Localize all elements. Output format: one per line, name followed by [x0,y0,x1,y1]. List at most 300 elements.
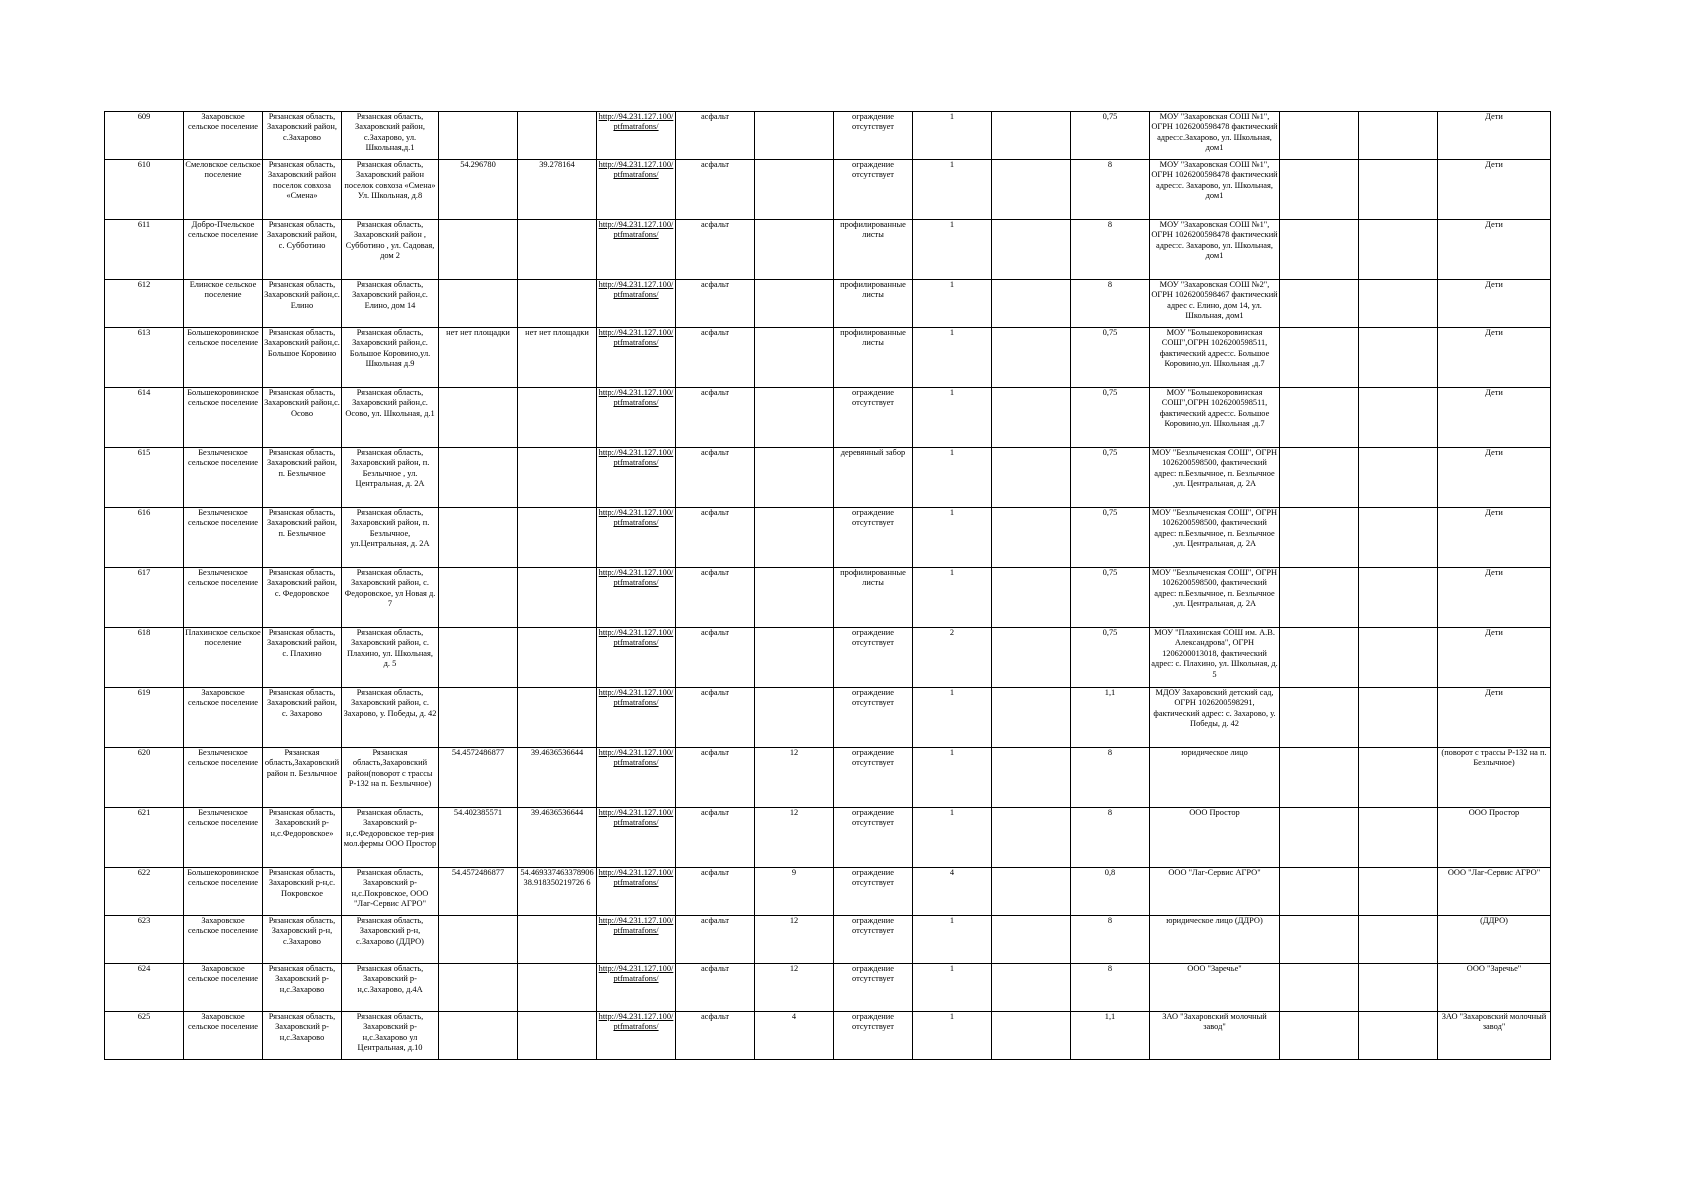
map-link-cell[interactable]: http://94.231.127.100/ptfmatrafons/ [597,868,676,916]
containers-count-cell: 1 [913,964,992,1012]
map-link-cell[interactable]: http://94.231.127.100/ptfmatrafons/ [597,508,676,568]
longitude-cell: нет нет площадки [518,328,597,388]
location-cell: Рязанская область, Захаровский район, п. Безлычное, ул.Центральная, д. 2А [342,508,439,568]
fence-cell: ограждение отсутствует [834,628,913,688]
latitude-cell [439,568,518,628]
surface-cell: асфальт [676,160,755,220]
owner-cell: ООО Простор [1150,808,1280,868]
owner-cell: МОУ "Захаровская СОШ №1", ОГРН 1026200598478 фактический адрес:с. Захарово, ул. Школьная, дом1 [1150,160,1280,220]
location-cell: Рязанская область, Захаровский район, с. Федоровское, ул Новая д. 7 [342,568,439,628]
fence-cell: ограждение отсутствует [834,112,913,160]
settlement-cell: Безлыченское сельское поселение [184,448,263,508]
table-row [105,868,1551,916]
longitude-cell [518,448,597,508]
waste-source-cell: Дети [1438,160,1551,220]
row-number-cell: 618 [105,628,184,688]
empty-cell [1280,388,1359,448]
row-number-cell: 616 [105,508,184,568]
longitude-cell [518,1012,597,1060]
containers-count-cell: 1 [913,388,992,448]
location-cell: Рязанская область, Захаровский район,с. Осово, ул. Школьная, д.1 [342,388,439,448]
container-volume-cell: 8 [1071,964,1150,1012]
map-link-cell[interactable]: http://94.231.127.100/ptfmatrafons/ [597,112,676,160]
empty-cell [1280,220,1359,280]
latitude-cell [439,688,518,748]
container-volume-cell: 0,75 [1071,388,1150,448]
map-link-cell[interactable]: http://94.231.127.100/ptfmatrafons/ [597,568,676,628]
address-cell: Рязанская область, Захаровский р-н, с.Захарово [263,916,342,964]
container-volume-cell: 1,1 [1071,1012,1150,1060]
latitude-cell [439,448,518,508]
empty-cell [992,112,1071,160]
longitude-cell [518,388,597,448]
table-row [105,280,1551,328]
table-row [105,916,1551,964]
latitude-cell [439,112,518,160]
fence-cell: профилированные листы [834,328,913,388]
surface-cell: асфальт [676,808,755,868]
empty-cell [1359,628,1438,688]
owner-cell: МОУ "Безлыченская СОШ", ОГРН 1026200598500, фактический адрес: п.Безлычное, п. Безлычное ,ул. Центральная, д. 2А [1150,508,1280,568]
address-cell: Рязанская область, Захаровский район, с. Федоровское [263,568,342,628]
container-volume-cell: 0,75 [1071,568,1150,628]
empty-cell [1280,112,1359,160]
row-number-cell: 609 [105,112,184,160]
surface-cell: асфальт [676,748,755,808]
longitude-cell: 39.4636536644 [518,808,597,868]
location-cell: Рязанская область, Захаровский район поселок совхоза «Смена» Ул. Школьная, д.8 [342,160,439,220]
container-volume-cell: 0,75 [1071,628,1150,688]
latitude-cell [439,1012,518,1060]
owner-cell: МОУ "Захаровская СОШ №1", ОГРН 1026200598478 фактический адрес:с. Захарово, ул. Школьная, дом1 [1150,220,1280,280]
waste-source-cell: Дети [1438,328,1551,388]
area-cell [755,508,834,568]
empty-cell [992,1012,1071,1060]
container-volume-cell: 0,8 [1071,868,1150,916]
empty-cell [992,568,1071,628]
empty-cell [1280,748,1359,808]
empty-cell [1280,568,1359,628]
area-cell [755,688,834,748]
map-link-cell[interactable]: http://94.231.127.100/ptfmatrafons/ [597,628,676,688]
table-row [105,160,1551,220]
table-row [105,808,1551,868]
latitude-cell: 54.4572486877 [439,868,518,916]
surface-cell: асфальт [676,328,755,388]
settlement-cell: Захаровское сельское поселение [184,688,263,748]
area-cell: 12 [755,916,834,964]
empty-cell [1359,868,1438,916]
containers-count-cell: 4 [913,868,992,916]
address-cell: Рязанская область, Захаровский район,с. Большое Коровино [263,328,342,388]
empty-cell [992,808,1071,868]
table-row [105,1012,1551,1060]
map-link-cell[interactable]: http://94.231.127.100/ptfmatrafons/ [597,916,676,964]
table-row [105,688,1551,748]
table-row [105,508,1551,568]
fence-cell: ограждение отсутствует [834,868,913,916]
settlement-cell: Захаровское сельское поселение [184,1012,263,1060]
address-cell: Рязанская область, Захаровский район, п. Безлычное [263,508,342,568]
map-link-cell[interactable]: http://94.231.127.100/ptfmatrafons/ [597,748,676,808]
area-cell: 12 [755,808,834,868]
containers-count-cell: 2 [913,628,992,688]
latitude-cell [439,280,518,328]
owner-cell: МОУ "Большекоровинская СОШ",ОГРН 1026200598511, фактический адрес:с. Большое Коровино,ул. Школьная ,д.7 [1150,328,1280,388]
row-number-cell: 623 [105,916,184,964]
owner-cell: МОУ "Захаровская СОШ №1", ОГРН 1026200598478 фактический адрес:с.Захарово, ул. Школьная, дом1 [1150,112,1280,160]
longitude-cell: 39.4636536644 [518,748,597,808]
surface-cell: асфальт [676,1012,755,1060]
fence-cell: профилированные листы [834,220,913,280]
waste-source-cell: ООО "Заречье" [1438,964,1551,1012]
containers-count-cell: 1 [913,448,992,508]
empty-cell [1280,808,1359,868]
empty-cell [992,868,1071,916]
fence-cell: ограждение отсутствует [834,508,913,568]
table-row [105,748,1551,808]
area-cell [755,568,834,628]
waste-source-cell: Дети [1438,388,1551,448]
longitude-cell [518,508,597,568]
fence-cell: ограждение отсутствует [834,160,913,220]
empty-cell [1359,916,1438,964]
map-link-cell[interactable]: http://94.231.127.100/ptfmatrafons/ [597,964,676,1012]
row-number-cell: 625 [105,1012,184,1060]
latitude-cell [439,964,518,1012]
registry-table-body [105,112,1551,1060]
container-volume-cell: 0,75 [1071,328,1150,388]
settlement-cell: Смеловское сельское поселение [184,160,263,220]
area-cell [755,628,834,688]
container-volume-cell: 0,75 [1071,448,1150,508]
owner-cell: МДОУ Захаровский детский сад, ОГРН 1026200598291, фактический адрес: с. Захарово, у. Победы, д. 42 [1150,688,1280,748]
waste-source-cell: Дети [1438,220,1551,280]
empty-cell [1280,448,1359,508]
empty-cell [1280,328,1359,388]
longitude-cell: 39.278164 [518,160,597,220]
owner-cell: МОУ "Большекоровинская СОШ",ОГРН 1026200598511, фактический адрес:с. Большое Коровино,ул. Школьная ,д.7 [1150,388,1280,448]
settlement-cell: Захаровское сельское поселение [184,916,263,964]
empty-cell [1280,280,1359,328]
fence-cell: ограждение отсутствует [834,748,913,808]
longitude-cell [518,568,597,628]
longitude-cell [518,112,597,160]
row-number-cell: 614 [105,388,184,448]
container-volume-cell: 1,1 [1071,688,1150,748]
fence-cell: ограждение отсутствует [834,688,913,748]
location-cell: Рязанская область, Захаровский район, с. Плахино, ул. Школьная, д. 5 [342,628,439,688]
settlement-cell: Большекоровинское сельское поселение [184,328,263,388]
empty-cell [992,508,1071,568]
waste-source-cell: Дети [1438,508,1551,568]
surface-cell: асфальт [676,916,755,964]
address-cell: Рязанская область, Захаровский район,с. Осово [263,388,342,448]
location-cell: Рязанская область,Захаровский район(поворот с трассы Р-132 на п. Безлычное) [342,748,439,808]
table-row [105,328,1551,388]
area-cell: 12 [755,964,834,1012]
address-cell: Рязанская область, Захаровский район, п. Безлычное [263,448,342,508]
waste-source-cell: (ДДРО) [1438,916,1551,964]
table-row [105,112,1551,160]
surface-cell: асфальт [676,688,755,748]
waste-source-cell: Дети [1438,568,1551,628]
table-row [105,388,1551,448]
area-cell [755,280,834,328]
latitude-cell [439,916,518,964]
location-cell: Рязанская область, Захаровский р-н,с.Федоровское тер-рия мол.фермы ООО Простор [342,808,439,868]
empty-cell [1280,628,1359,688]
longitude-cell: 54.469337463378906 38.918350219726 6 [518,868,597,916]
row-number-cell: 621 [105,808,184,868]
container-volume-cell: 8 [1071,748,1150,808]
empty-cell [1359,388,1438,448]
map-link-cell[interactable]: http://94.231.127.100/ptfmatrafons/ [597,328,676,388]
empty-cell [1359,508,1438,568]
address-cell: Рязанская область, Захаровский район, с. Субботино [263,220,342,280]
owner-cell: ЗАО "Захаровский молочный завод" [1150,1012,1280,1060]
surface-cell: асфальт [676,628,755,688]
waste-source-cell: Дети [1438,112,1551,160]
fence-cell: ограждение отсутствует [834,916,913,964]
location-cell: Рязанская область, Захаровский р-н,с.Захарово, д.4А [342,964,439,1012]
fence-cell: ограждение отсутствует [834,1012,913,1060]
fence-cell: профилированные листы [834,568,913,628]
settlement-cell: Большекоровинское сельское поселение [184,388,263,448]
containers-count-cell: 1 [913,916,992,964]
settlement-cell: Плахинское сельское поселение [184,628,263,688]
empty-cell [1359,808,1438,868]
address-cell: Рязанская область, Захаровский район, с. Захарово [263,688,342,748]
container-volume-cell: 8 [1071,160,1150,220]
containers-count-cell: 1 [913,328,992,388]
longitude-cell [518,628,597,688]
latitude-cell [439,388,518,448]
empty-cell [1359,280,1438,328]
latitude-cell: 54.296780 [439,160,518,220]
address-cell: Рязанская область, Захаровский район, с. Плахино [263,628,342,688]
settlement-cell: Безлыченское сельское поселение [184,508,263,568]
area-cell: 4 [755,1012,834,1060]
empty-cell [992,220,1071,280]
row-number-cell: 613 [105,328,184,388]
map-link-cell[interactable]: http://94.231.127.100/ptfmatrafons/ [597,808,676,868]
address-cell: Рязанская область, Захаровский р-н,с. Покровское [263,868,342,916]
empty-cell [1359,220,1438,280]
address-cell: Рязанская область,Захаровский район п. Безлычное [263,748,342,808]
empty-cell [992,916,1071,964]
address-cell: Рязанская область, Захаровский р-н,с.Захарово [263,1012,342,1060]
address-cell: Рязанская область, Захаровский р-н,с.Захарово [263,964,342,1012]
waste-source-cell: Дети [1438,688,1551,748]
row-number-cell: 622 [105,868,184,916]
longitude-cell [518,280,597,328]
row-number-cell: 612 [105,280,184,328]
empty-cell [1280,160,1359,220]
waste-source-cell: Дети [1438,448,1551,508]
owner-cell: юридическое лицо [1150,748,1280,808]
location-cell: Рязанская область, Захаровский район,с. Елино, дом 14 [342,280,439,328]
containers-count-cell: 1 [913,688,992,748]
settlement-cell: Безлыченское сельское поселение [184,808,263,868]
waste-source-cell: ООО "Лаг-Сервис АГРО" [1438,868,1551,916]
waste-source-cell: (поворот с трассы Р-132 на п. Безлычное) [1438,748,1551,808]
address-cell: Рязанская область, Захаровский р-н,с.Федоровское» [263,808,342,868]
waste-source-cell: Дети [1438,280,1551,328]
owner-cell: МОУ "Захаровская СОШ №2", ОГРН 1026200598467 фактический адрес с. Елино, дом 14, ул. Школьная, дом1 [1150,280,1280,328]
address-cell: Рязанская область, Захаровский район поселок совхоза «Смена» [263,160,342,220]
map-link-cell[interactable]: http://94.231.127.100/ptfmatrafons/ [597,280,676,328]
empty-cell [992,964,1071,1012]
latitude-cell [439,508,518,568]
containers-count-cell: 1 [913,280,992,328]
surface-cell: асфальт [676,448,755,508]
settlement-cell: Захаровское сельское поселение [184,964,263,1012]
surface-cell: асфальт [676,388,755,448]
area-cell: 9 [755,868,834,916]
containers-count-cell: 1 [913,220,992,280]
latitude-cell: нет нет площадки [439,328,518,388]
location-cell: Рязанская область, Захаровский район, с.Захарово, ул. Школьная,д.1 [342,112,439,160]
surface-cell: асфальт [676,112,755,160]
empty-cell [992,628,1071,688]
containers-count-cell: 1 [913,1012,992,1060]
empty-cell [1359,160,1438,220]
empty-cell [992,688,1071,748]
empty-cell [1280,508,1359,568]
fence-cell: ограждение отсутствует [834,808,913,868]
container-volume-cell: 8 [1071,280,1150,328]
empty-cell [1280,916,1359,964]
longitude-cell [518,916,597,964]
surface-cell: асфальт [676,508,755,568]
row-number-cell: 611 [105,220,184,280]
container-volume-cell: 8 [1071,808,1150,868]
empty-cell [992,328,1071,388]
map-link-cell[interactable]: http://94.231.127.100/ptfmatrafons/ [597,220,676,280]
table-row [105,220,1551,280]
location-cell: Рязанская область, Захаровский р-н,с.Захарово ул Центральная, д.10 [342,1012,439,1060]
empty-cell [1359,1012,1438,1060]
empty-cell [992,748,1071,808]
location-cell: Рязанская область, Захаровский район, с. Захарово, у. Победы, д. 42 [342,688,439,748]
empty-cell [992,280,1071,328]
container-volume-cell: 0,75 [1071,508,1150,568]
latitude-cell: 54.4572486877 [439,748,518,808]
empty-cell [1280,688,1359,748]
table-row [105,964,1551,1012]
settlement-cell: Елинское сельское поселение [184,280,263,328]
table-row [105,568,1551,628]
settlement-cell: Безлыченское сельское поселение [184,568,263,628]
longitude-cell [518,688,597,748]
row-number-cell: 620 [105,748,184,808]
waste-source-cell: ЗАО "Захаровский молочный завод" [1438,1012,1551,1060]
area-cell [755,112,834,160]
containers-count-cell: 1 [913,508,992,568]
location-cell: Рязанская область, Захаровский район , Субботино , ул. Садовая, дом 2 [342,220,439,280]
containers-count-cell: 1 [913,808,992,868]
empty-cell [992,388,1071,448]
area-cell [755,448,834,508]
fence-cell: деревянный забор [834,448,913,508]
containers-count-cell: 1 [913,568,992,628]
registry-table [104,111,1551,1060]
location-cell: Рязанская область, Захаровский район, п. Безлычное , ул. Центральная, д. 2А [342,448,439,508]
fence-cell: профилированные листы [834,280,913,328]
area-cell [755,160,834,220]
longitude-cell [518,964,597,1012]
empty-cell [1280,1012,1359,1060]
containers-count-cell: 1 [913,112,992,160]
owner-cell: ООО "Заречье" [1150,964,1280,1012]
table-row [105,628,1551,688]
surface-cell: асфальт [676,964,755,1012]
latitude-cell: 54.402385571 [439,808,518,868]
map-link-cell[interactable]: http://94.231.127.100/ptfmatrafons/ [597,688,676,748]
owner-cell: МОУ "Плахинская СОШ им. А.В. Александрова", ОГРН 1206200013018, фактический адрес: с. Плахино, ул. Школьная, д. 5 [1150,628,1280,688]
area-cell [755,220,834,280]
row-number-cell: 617 [105,568,184,628]
settlement-cell: Большекоровинское сельское поселение [184,868,263,916]
location-cell: Рязанская область, Захаровский р-н,с.Покровское, ООО "Лаг-Сервис АГРО" [342,868,439,916]
longitude-cell [518,220,597,280]
latitude-cell [439,220,518,280]
settlement-cell: Добро-Пчельское сельское поселение [184,220,263,280]
map-link-cell[interactable]: http://94.231.127.100/ptfmatrafons/ [597,448,676,508]
fence-cell: ограждение отсутствует [834,388,913,448]
waste-source-cell: Дети [1438,628,1551,688]
empty-cell [1359,748,1438,808]
surface-cell: асфальт [676,220,755,280]
surface-cell: асфальт [676,280,755,328]
row-number-cell: 610 [105,160,184,220]
container-volume-cell: 0,75 [1071,112,1150,160]
container-volume-cell: 8 [1071,220,1150,280]
table-row [105,448,1551,508]
container-volume-cell: 8 [1071,916,1150,964]
settlement-cell: Безлыченское сельское поселение [184,748,263,808]
owner-cell: юридическое лицо (ДДРО) [1150,916,1280,964]
latitude-cell [439,628,518,688]
fence-cell: ограждение отсутствует [834,964,913,1012]
location-cell: Рязанская область, Захаровский район,с. Большое Коровино,ул. Школьная д.9 [342,328,439,388]
surface-cell: асфальт [676,568,755,628]
area-cell [755,388,834,448]
empty-cell [1359,448,1438,508]
map-link-cell[interactable]: http://94.231.127.100/ptfmatrafons/ [597,388,676,448]
empty-cell [1359,328,1438,388]
containers-count-cell: 1 [913,160,992,220]
area-cell: 12 [755,748,834,808]
area-cell [755,328,834,388]
map-link-cell[interactable]: http://94.231.127.100/ptfmatrafons/ [597,1012,676,1060]
empty-cell [1280,868,1359,916]
address-cell: Рязанская область, Захаровский район,с. Елино [263,280,342,328]
empty-cell [1359,964,1438,1012]
settlement-cell: Захаровское сельское поселение [184,112,263,160]
row-number-cell: 615 [105,448,184,508]
map-link-cell[interactable]: http://94.231.127.100/ptfmatrafons/ [597,160,676,220]
owner-cell: МОУ "Безлыченская СОШ", ОГРН 1026200598500, фактический адрес: п.Безлычное, п. Безлычное ,ул. Центральная, д. 2А [1150,448,1280,508]
address-cell: Рязанская область, Захаровский район, с.Захарово [263,112,342,160]
location-cell: Рязанская область, Захаровский р-н, с.Захарово (ДДРО) [342,916,439,964]
containers-count-cell: 1 [913,748,992,808]
empty-cell [1280,964,1359,1012]
owner-cell: ООО "Лаг-Сервис АГРО" [1150,868,1280,916]
empty-cell [992,448,1071,508]
owner-cell: МОУ "Безлыченская СОШ", ОГРН 1026200598500, фактический адрес: п.Безлычное, п. Безлычное ,ул. Центральная, д. 2А [1150,568,1280,628]
